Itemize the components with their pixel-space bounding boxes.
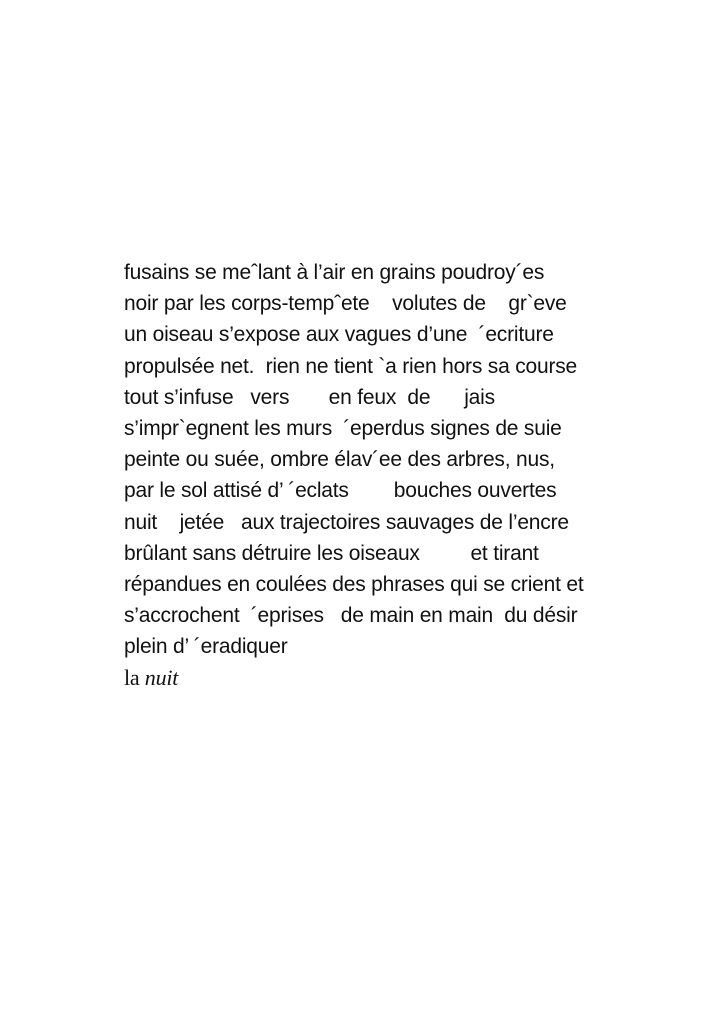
poem-line-5: tout s’infuse vers en feux de jais: [124, 385, 495, 409]
poem-line-4: propulsée net. rien ne tient `a rien hors sa course: [124, 354, 578, 378]
poem-line-8: par le sol attisé d’ ´eclats bouches ouvertes: [124, 479, 557, 503]
poem-line-10: brûlant sans détruire les oiseaux et tirant: [124, 541, 539, 565]
poem-line-13: plein d’ ´eradiquer: [124, 635, 288, 659]
poem-line-1: fusains se meˆlant à l’air en grains poudroy´es: [124, 261, 545, 284]
poem-text-block: [124, 257, 624, 694]
poem-last-line-prefix: la: [124, 665, 145, 691]
poem-line-2: noir par les corps-tempˆete volutes de gr`eve: [124, 292, 567, 316]
poem-line-6: s’impr`egnent les murs ´eperdus signes de suie: [124, 416, 562, 440]
poem-line-12: s’accrochent ´eprises de main en main du désir: [124, 604, 578, 628]
poem-line-3: un oiseau s’expose aux vagues d’une ´ecriture: [124, 323, 554, 347]
poem-last-word-nuit: nuit: [144, 665, 179, 691]
poem-line-14: [124, 662, 624, 693]
poem-line-7: peinte ou suée, ombre élav´ee des arbres, nus,: [124, 448, 555, 472]
poem-line-11: répandues en coulées des phrases qui se crient et: [124, 572, 584, 596]
poem-line-9: nuit jetée aux trajectoires sauvages de l’encre: [124, 510, 569, 534]
